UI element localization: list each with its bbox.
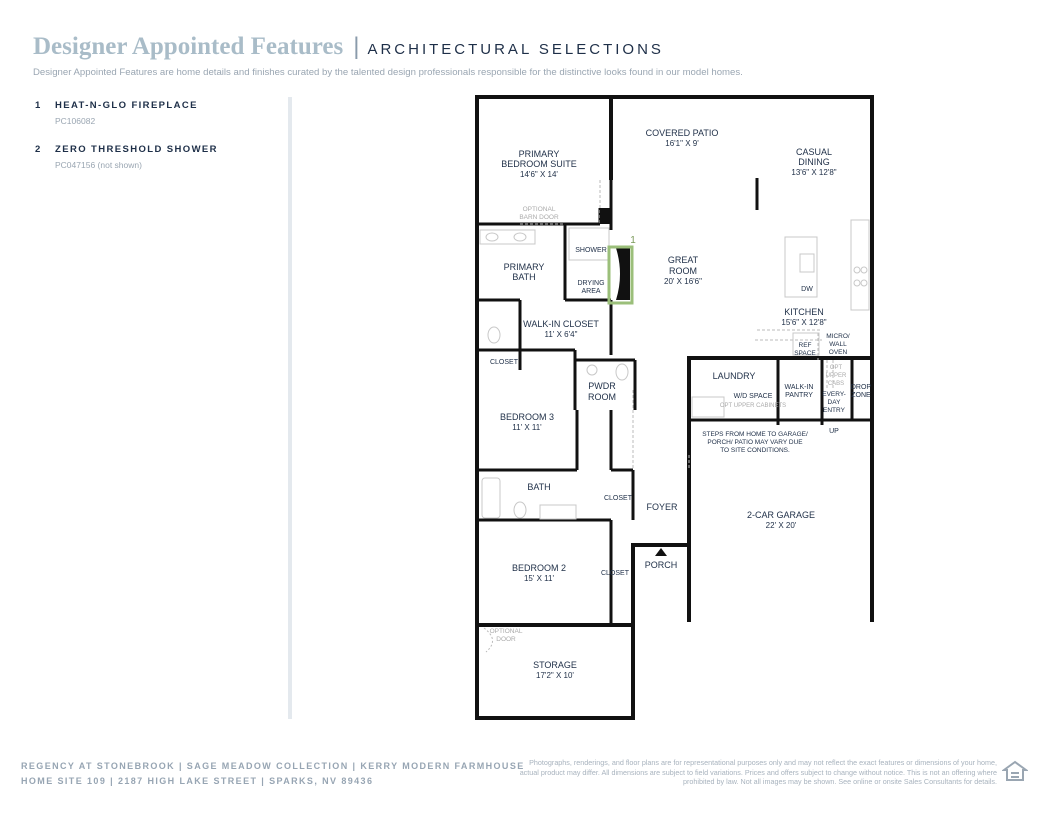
dim-kitchen: 15'6" X 12'8" bbox=[781, 318, 827, 327]
dim-bedroom-2: 15' X 11' bbox=[523, 574, 555, 583]
room-closet: CLOSET bbox=[600, 570, 630, 577]
room-closet: CLOSET bbox=[603, 495, 633, 502]
room-walkin-pantry: WALK-IN bbox=[784, 384, 814, 391]
room-great-room: GREAT bbox=[667, 255, 699, 265]
room-powder-room: PWDR bbox=[588, 381, 616, 391]
title-separator: | bbox=[353, 33, 360, 60]
room-drying-area: AREA bbox=[581, 288, 601, 295]
room-walkin-pantry: PANTRY bbox=[785, 392, 813, 399]
room-primary-suite: PRIMARY bbox=[518, 149, 560, 159]
label-ref-space: REF bbox=[798, 342, 812, 349]
note-opt-upper-cabs: UPPER bbox=[825, 373, 847, 379]
label-micro-wall-oven: OVEN bbox=[828, 349, 848, 356]
room-everyday-entry: ENTRY bbox=[823, 407, 845, 414]
footer-disclaimer: Photographs, renderings, and floor plans are for representational purposes only and may not reflect the exact features or dimensions of your home, actual product may differ. All dimensions are subject to field variations. Prices and offers subject to change without notice. This is not an offering where prohibited by law. Not all images may be shown. See online or onsite Sales Consultants for details. bbox=[519, 758, 997, 787]
feature-item bbox=[35, 100, 275, 126]
room-closet: CLOSET bbox=[489, 359, 519, 366]
note-steps: PORCH/ PATIO MAY VARY DUE bbox=[707, 439, 803, 446]
note-opt-upper-cabinets: OPT UPPER CABINETS bbox=[719, 403, 787, 409]
room-drop-zone: DROP bbox=[850, 384, 872, 391]
column-divider bbox=[288, 97, 292, 719]
feature-code: PC047156 (not shown) bbox=[55, 160, 142, 170]
fireplace-marker: 1 bbox=[630, 235, 636, 246]
page-header bbox=[33, 33, 664, 67]
room-porch: PORCH bbox=[644, 560, 678, 570]
floor-plan bbox=[460, 90, 890, 730]
dim-storage: 17'2" X 10' bbox=[536, 671, 574, 680]
footer-address bbox=[21, 759, 525, 789]
label-up-stairs: UP bbox=[829, 428, 839, 435]
room-garage: 2-CAR GARAGE bbox=[746, 510, 816, 520]
equal-housing-opportunity-icon bbox=[1002, 760, 1028, 784]
room-kitchen: KITCHEN bbox=[784, 307, 824, 317]
label-micro-wall-oven: WALL bbox=[829, 341, 847, 348]
note-barn-door: OPTIONAL bbox=[522, 206, 556, 213]
feature-code: PC106082 bbox=[55, 116, 96, 126]
room-shower: SHOWER bbox=[575, 247, 607, 254]
note-opt-upper-cabs: OPT bbox=[829, 365, 843, 371]
page-title: Designer Appointed Features bbox=[33, 33, 344, 60]
dim-garage: 22' X 20' bbox=[765, 521, 797, 530]
entry-arrow-icon bbox=[655, 548, 667, 556]
note-steps: TO SITE CONDITIONS. bbox=[720, 447, 790, 454]
dim-casual-dining: 13'6" X 12'8" bbox=[791, 168, 837, 177]
room-laundry: LAUNDRY bbox=[712, 371, 756, 381]
feature-name: ZERO THRESHOLD SHOWER bbox=[55, 144, 218, 155]
feature-number: 2 bbox=[35, 144, 42, 155]
note-optional-door: OPTIONAL bbox=[489, 628, 523, 635]
feature-list bbox=[35, 100, 275, 188]
room-bedroom-3: BEDROOM 3 bbox=[499, 412, 555, 422]
room-primary-bath: PRIMARY bbox=[503, 262, 545, 272]
feature-item bbox=[35, 144, 275, 170]
room-powder-room: ROOM bbox=[588, 392, 616, 402]
exterior-walls bbox=[477, 97, 872, 718]
note-barn-door: BARN DOOR bbox=[519, 214, 559, 221]
dim-covered-patio: 16'1" X 9' bbox=[665, 139, 699, 148]
room-primary-suite: BEDROOM SUITE bbox=[501, 159, 577, 169]
page-subtitle: ARCHITECTURAL SELECTIONS bbox=[367, 41, 664, 58]
label-ref-space: SPACE bbox=[794, 350, 816, 357]
footer-homesite-line: HOME SITE 109 | 2187 HIGH LAKE STREET | SPARKS, NV 89436 bbox=[21, 776, 374, 786]
dim-walkin-closet: 11' X 6'4" bbox=[544, 330, 578, 339]
note-steps: STEPS FROM HOME TO GARAGE/ bbox=[702, 431, 808, 438]
room-bath: BATH bbox=[527, 482, 551, 492]
room-drying-area: DRYING bbox=[577, 280, 605, 287]
interior-walls bbox=[477, 178, 872, 625]
dim-great-room: 20' X 16'6" bbox=[664, 277, 702, 286]
intro-text: Designer Appointed Features are home details and finishes curated by the talented design professionals responsible for the distinctive looks found in our model homes. bbox=[33, 67, 743, 78]
note-opt-upper-cabs: CABS bbox=[827, 381, 845, 387]
room-great-room: ROOM bbox=[669, 266, 697, 276]
room-everyday-entry: DAY bbox=[827, 399, 841, 406]
note-optional-door: DOOR bbox=[496, 636, 516, 643]
feature-number: 1 bbox=[35, 100, 42, 111]
room-casual-dining: CASUAL bbox=[795, 147, 833, 157]
room-covered-patio: COVERED PATIO bbox=[645, 128, 719, 138]
footer-community-line: REGENCY AT STONEBROOK | SAGE MEADOW COLLECTION | KERRY MODERN FARMHOUSE bbox=[21, 761, 525, 771]
label-wd-space: W/D SPACE bbox=[733, 393, 773, 400]
dim-primary-suite: 14'6" X 14' bbox=[520, 170, 558, 179]
room-walkin-closet: WALK-IN CLOSET bbox=[523, 319, 599, 329]
room-everyday-entry: EVERY- bbox=[822, 391, 846, 398]
dim-bedroom-3: 11' X 11' bbox=[512, 423, 542, 432]
label-dishwasher: DW bbox=[801, 286, 813, 293]
room-bedroom-2: BEDROOM 2 bbox=[511, 563, 567, 573]
feature-name: HEAT-N-GLO FIREPLACE bbox=[55, 100, 198, 111]
label-micro-wall-oven: MICRO/ bbox=[826, 333, 850, 340]
room-primary-bath: BATH bbox=[512, 272, 536, 282]
room-foyer: FOYER bbox=[646, 502, 678, 512]
room-storage: STORAGE bbox=[533, 660, 577, 670]
room-drop-zone: ZONE bbox=[851, 392, 871, 399]
room-labels bbox=[490, 128, 872, 680]
room-casual-dining: DINING bbox=[798, 157, 830, 167]
